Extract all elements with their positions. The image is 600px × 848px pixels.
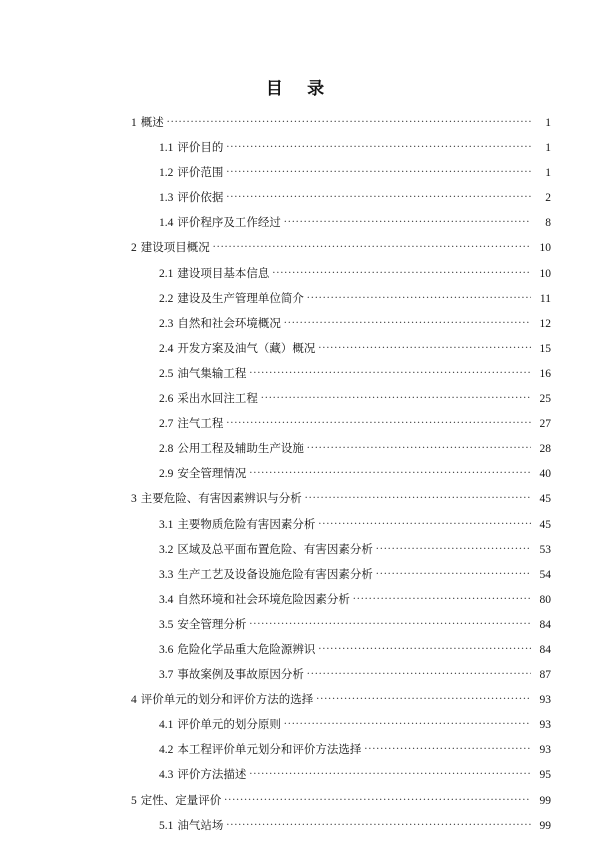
toc-entry-page-number: 84 xyxy=(539,618,551,631)
toc-entry[interactable] xyxy=(131,592,551,607)
toc-entry-number: 2.8 xyxy=(159,443,174,456)
toc-leader-dots xyxy=(318,642,531,653)
toc-entry-page-number: 28 xyxy=(539,443,551,456)
toc-entry[interactable] xyxy=(131,115,551,130)
toc-entry[interactable] xyxy=(131,667,551,682)
toc-entry-label: 安全管理分析 xyxy=(177,618,247,631)
toc-entry-number: 1.4 xyxy=(159,217,174,230)
toc-entry-number: 2.5 xyxy=(159,367,174,380)
toc-leader-dots xyxy=(249,617,531,628)
toc-leader-dots xyxy=(167,115,531,126)
toc-entry-label: 建设项目基本信息 xyxy=(177,267,270,280)
toc-entry-number: 1.2 xyxy=(159,167,174,180)
toc-entry-number: 2.2 xyxy=(159,292,174,305)
toc-leader-dots xyxy=(307,291,531,302)
toc-entry-label: 主要物质危险有害因素分析 xyxy=(177,518,316,531)
toc-entry[interactable] xyxy=(131,240,551,255)
toc-entry[interactable] xyxy=(131,642,551,657)
toc-entry-page-number: 11 xyxy=(539,292,551,305)
toc-entry-number: 2.1 xyxy=(159,267,174,280)
toc-entry[interactable] xyxy=(131,190,551,205)
toc-entry-label: 评价目的 xyxy=(177,142,224,155)
toc-leader-dots xyxy=(284,316,531,327)
toc-entry[interactable] xyxy=(131,266,551,281)
toc-entry-page-number: 45 xyxy=(539,518,551,531)
toc-entry-page-number: 54 xyxy=(539,568,551,581)
toc-leader-dots xyxy=(249,466,531,477)
toc-entry-label: 事故案例及事故原因分析 xyxy=(177,669,304,682)
toc-entry-number: 2.4 xyxy=(159,342,174,355)
toc-entry[interactable] xyxy=(131,692,551,707)
toc-entry-number: 2.6 xyxy=(159,393,174,406)
toc-leader-dots xyxy=(224,793,531,804)
toc-leader-dots xyxy=(226,140,531,151)
toc-entry-label: 定性、定量评价 xyxy=(140,794,222,807)
toc-entry-page-number: 27 xyxy=(539,418,551,431)
toc-entry-label: 评价程序及工作经过 xyxy=(177,217,281,230)
toc-entry-page-number: 40 xyxy=(539,468,551,481)
toc-entry-label: 本工程评价单元划分和评价方法选择 xyxy=(177,744,362,757)
page-title: 目 录 xyxy=(265,79,335,98)
toc-entry-page-number: 2 xyxy=(545,192,551,205)
toc-entry-page-number: 99 xyxy=(539,794,551,807)
toc-leader-dots xyxy=(316,692,531,703)
toc-entry-page-number: 45 xyxy=(539,493,551,506)
toc-entry-label: 注气工程 xyxy=(177,418,224,431)
toc-entry-label: 评价方法描述 xyxy=(177,769,247,782)
toc-entry[interactable] xyxy=(131,140,551,155)
toc-leader-dots xyxy=(284,717,531,728)
toc-entry-page-number: 84 xyxy=(539,643,551,656)
toc-entry-label: 建设及生产管理单位简介 xyxy=(177,292,304,305)
toc-entry[interactable] xyxy=(131,717,551,732)
toc-leader-dots xyxy=(305,491,531,502)
toc-entry-page-number: 1 xyxy=(545,142,551,155)
toc-entry-label: 评价范围 xyxy=(177,167,224,180)
toc-entry-number: 3.5 xyxy=(159,618,174,631)
toc-entry-page-number: 1 xyxy=(545,167,551,180)
toc-leader-dots xyxy=(226,165,531,176)
toc-entry-number: 2.9 xyxy=(159,468,174,481)
toc-entry-page-number: 87 xyxy=(539,669,551,682)
toc-entry-page-number: 1 xyxy=(545,117,551,129)
toc-entry-page-number: 93 xyxy=(539,744,551,757)
toc-entry-number: 4.3 xyxy=(159,769,174,782)
toc-entry-number: 3.6 xyxy=(159,643,174,656)
toc-entry[interactable] xyxy=(131,793,551,808)
toc-entry[interactable] xyxy=(131,742,551,757)
toc-entry-number: 3 xyxy=(131,493,137,506)
toc-entry-page-number: 99 xyxy=(539,819,551,832)
table-of-contents xyxy=(49,115,551,832)
toc-entry-number: 5.1 xyxy=(159,819,174,832)
toc-leader-dots xyxy=(284,215,531,226)
toc-entry[interactable] xyxy=(131,617,551,632)
toc-leader-dots xyxy=(318,517,531,528)
toc-leader-dots xyxy=(272,266,531,277)
toc-entry-label: 公用工程及辅助生产设施 xyxy=(177,443,304,456)
toc-leader-dots xyxy=(226,818,531,829)
toc-entry-page-number: 10 xyxy=(539,242,551,255)
toc-entry-label: 采出水回注工程 xyxy=(177,393,258,406)
toc-leader-dots xyxy=(249,767,531,778)
toc-leader-dots xyxy=(226,416,531,427)
toc-leader-dots xyxy=(376,567,531,578)
toc-entry-label: 自然环境和社会环境危险因素分析 xyxy=(177,593,350,606)
toc-leader-dots xyxy=(307,667,531,678)
toc-leader-dots xyxy=(376,542,531,553)
toc-entry-page-number: 80 xyxy=(539,593,551,606)
toc-entry-label: 危险化学品重大危险源辨识 xyxy=(177,643,316,656)
toc-entry-number: 3.1 xyxy=(159,518,174,531)
toc-entry-label: 评价单元的划分原则 xyxy=(177,719,281,732)
toc-leader-dots xyxy=(318,341,531,352)
toc-entry-number: 3.4 xyxy=(159,593,174,606)
toc-entry-number: 2.3 xyxy=(159,317,174,330)
toc-entry[interactable] xyxy=(131,165,551,180)
toc-entry[interactable] xyxy=(131,291,551,306)
toc-entry[interactable] xyxy=(131,567,551,582)
toc-entry-page-number: 93 xyxy=(539,719,551,732)
toc-entry-number: 4.1 xyxy=(159,719,174,732)
toc-entry-label: 评价依据 xyxy=(177,192,224,205)
toc-entry[interactable] xyxy=(131,466,551,481)
toc-entry-label: 建设项目概况 xyxy=(140,242,210,255)
toc-leader-dots xyxy=(261,391,531,402)
toc-entry-label: 油气集输工程 xyxy=(177,367,247,380)
toc-entry-label: 评价单元的划分和评价方法的选择 xyxy=(140,694,314,707)
toc-entry[interactable] xyxy=(131,491,551,506)
toc-entry[interactable] xyxy=(131,215,551,230)
toc-entry[interactable] xyxy=(131,366,551,381)
toc-entry-number: 1.1 xyxy=(159,142,174,155)
toc-entry-number: 3.7 xyxy=(159,669,174,682)
toc-entry[interactable] xyxy=(131,341,551,356)
toc-entry-number: 4 xyxy=(131,694,137,707)
toc-leader-dots xyxy=(213,240,531,251)
toc-entry-page-number: 93 xyxy=(539,694,551,707)
toc-entry[interactable] xyxy=(131,542,551,557)
toc-entry[interactable] xyxy=(131,416,551,431)
toc-entry-label: 开发方案及油气（藏）概况 xyxy=(177,342,316,355)
toc-entry-label: 安全管理情况 xyxy=(177,468,247,481)
toc-entry[interactable] xyxy=(131,517,551,532)
toc-entry-page-number: 12 xyxy=(539,317,551,330)
toc-entry-label: 油气站场 xyxy=(177,819,224,832)
toc-entry-page-number: 25 xyxy=(539,393,551,406)
toc-entry-number: 2 xyxy=(131,242,137,255)
toc-entry-label: 区域及总平面布置危险、有害因素分析 xyxy=(177,543,373,556)
toc-entry-number: 5 xyxy=(131,794,137,807)
toc-entry-label: 生产工艺及设备设施危险有害因素分析 xyxy=(177,568,373,581)
toc-entry-number: 3.3 xyxy=(159,568,174,581)
toc-entry-number: 1 xyxy=(131,117,137,129)
toc-entry[interactable] xyxy=(131,818,551,833)
toc-entry-page-number: 95 xyxy=(539,769,551,782)
toc-entry-page-number: 8 xyxy=(545,217,551,230)
toc-leader-dots xyxy=(353,592,531,603)
toc-entry-page-number: 10 xyxy=(539,267,551,280)
toc-entry-label: 自然和社会环境概况 xyxy=(177,317,281,330)
toc-leader-dots xyxy=(226,190,531,201)
toc-entry-number: 2.7 xyxy=(159,418,174,431)
toc-entry[interactable] xyxy=(131,391,551,406)
toc-entry-label: 主要危险、有害因素辨识与分析 xyxy=(140,493,302,506)
toc-entry-page-number: 53 xyxy=(539,543,551,556)
toc-leader-dots xyxy=(307,441,531,452)
toc-entry-page-number: 15 xyxy=(539,342,551,355)
toc-entry-label: 概述 xyxy=(140,117,164,129)
toc-leader-dots xyxy=(364,742,531,753)
toc-entry-page-number: 16 xyxy=(539,367,551,380)
toc-entry-number: 3.2 xyxy=(159,543,174,556)
toc-leader-dots xyxy=(249,366,531,377)
toc-entry[interactable] xyxy=(131,316,551,331)
toc-entry[interactable] xyxy=(131,441,551,456)
toc-entry[interactable] xyxy=(131,767,551,782)
toc-entry-number: 4.2 xyxy=(159,744,174,757)
toc-entry-number: 1.3 xyxy=(159,192,174,205)
